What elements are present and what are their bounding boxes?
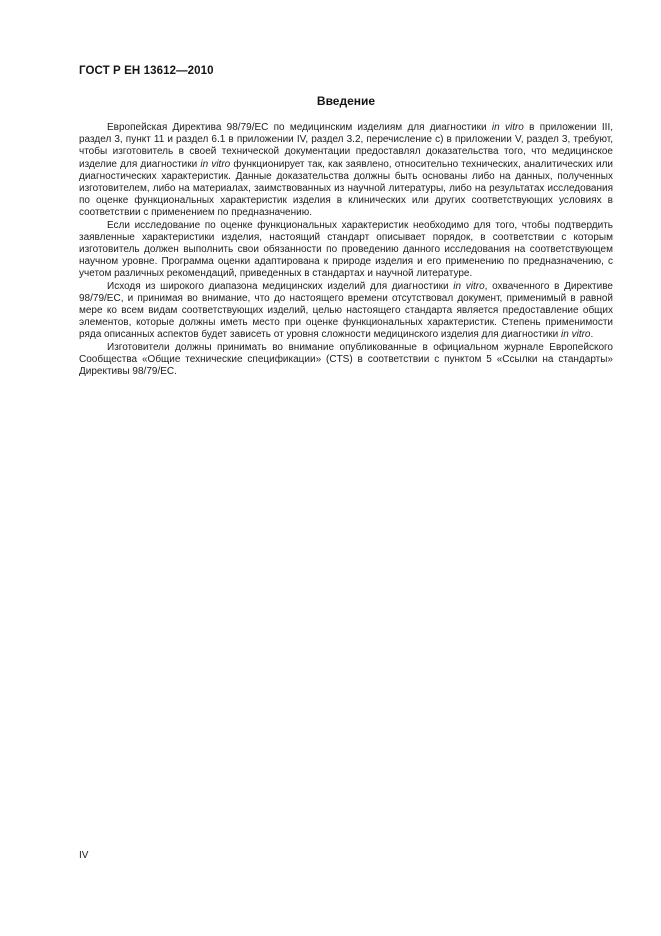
paragraph-2 — [79, 220, 613, 281]
italic-term: in vitro — [491, 122, 524, 133]
italic-term: in vitro — [453, 280, 485, 292]
text-segment: в приложении III, раздел 3, пункт 11 и раздел 6.1 в приложении IV, раздел 3.2, перечисление с) в приложении V, раздел 3, требуют, чтобы изготовитель в своей технической документации предоставлял доказательства того, что медицинское изделие для диагностики — [79, 122, 614, 170]
document-header: ГОСТ Р ЕН 13612—2010 — [79, 65, 214, 77]
text-segment: . — [590, 329, 594, 341]
text-segment: Европейская Директива 98/79/ЕС по медицинским изделиям для диагностики — [107, 122, 492, 133]
page-number: IV — [79, 850, 89, 861]
section-title: Введение — [316, 94, 376, 108]
paragraph-3 — [79, 281, 613, 342]
text-segment: , охваченного в Директиве 98/79/ЕС, и принимая во внимание, что до настоящего времени отсутствовал документ, применимый в равной мере ко всем видам соответствующих изделий, целью настоящего стандарта является предоставление общих элементов, которые должны иметь место при оценке функциональных характеристик. Степень применимости ряда описанных аспектов будет зависеть от уровня сложности медицинского изделия для диагностики — [79, 280, 613, 341]
italic-term: in vitro — [200, 158, 231, 170]
paragraph-4 — [79, 342, 613, 379]
text-segment: Исходя из широкого диапазона медицинских изделий для диагностики — [107, 280, 454, 292]
text-segment: Если исследование по оценке функциональных характеристик необходимо для того, чтобы подтвердить заявленные характеристики изделия, настоящий стандарт описывает порядок, в соответствии с которым изготовитель должен выполнить свои обязанности по проведению данного исследования на соответствующем научном уровне. Программа оценки адаптирована к природе изделия и его применению по предназначению, с учетом различных рекомендаций, приведенных в стандартах и научной литературе. — [79, 219, 613, 280]
italic-term: in vitro — [561, 329, 591, 341]
paragraph-1 — [79, 122, 613, 220]
text-segment: функционирует так, как заявлено, относительно технических, аналитических или диагностических характеристик. Данные доказательства должны быть основаны либо на данных, полученных изготовителем, либо на материалах, заимствованных из научной литературы, либо на результатах исследования по оценке функциональных характеристик изделия в клинических или других соответствующих условиях в соответствии с применением по предназначению. — [79, 158, 614, 219]
body-text — [79, 122, 613, 378]
text-segment: Изготовители должны принимать во внимание опубликованные в официальном журнале Европейского Сообщества «Общие технические спецификации» (CTS) в соответствии с пунктом 5 «Ссылки на стандарты» Директивы 98/79/ЕС. — [79, 341, 613, 378]
